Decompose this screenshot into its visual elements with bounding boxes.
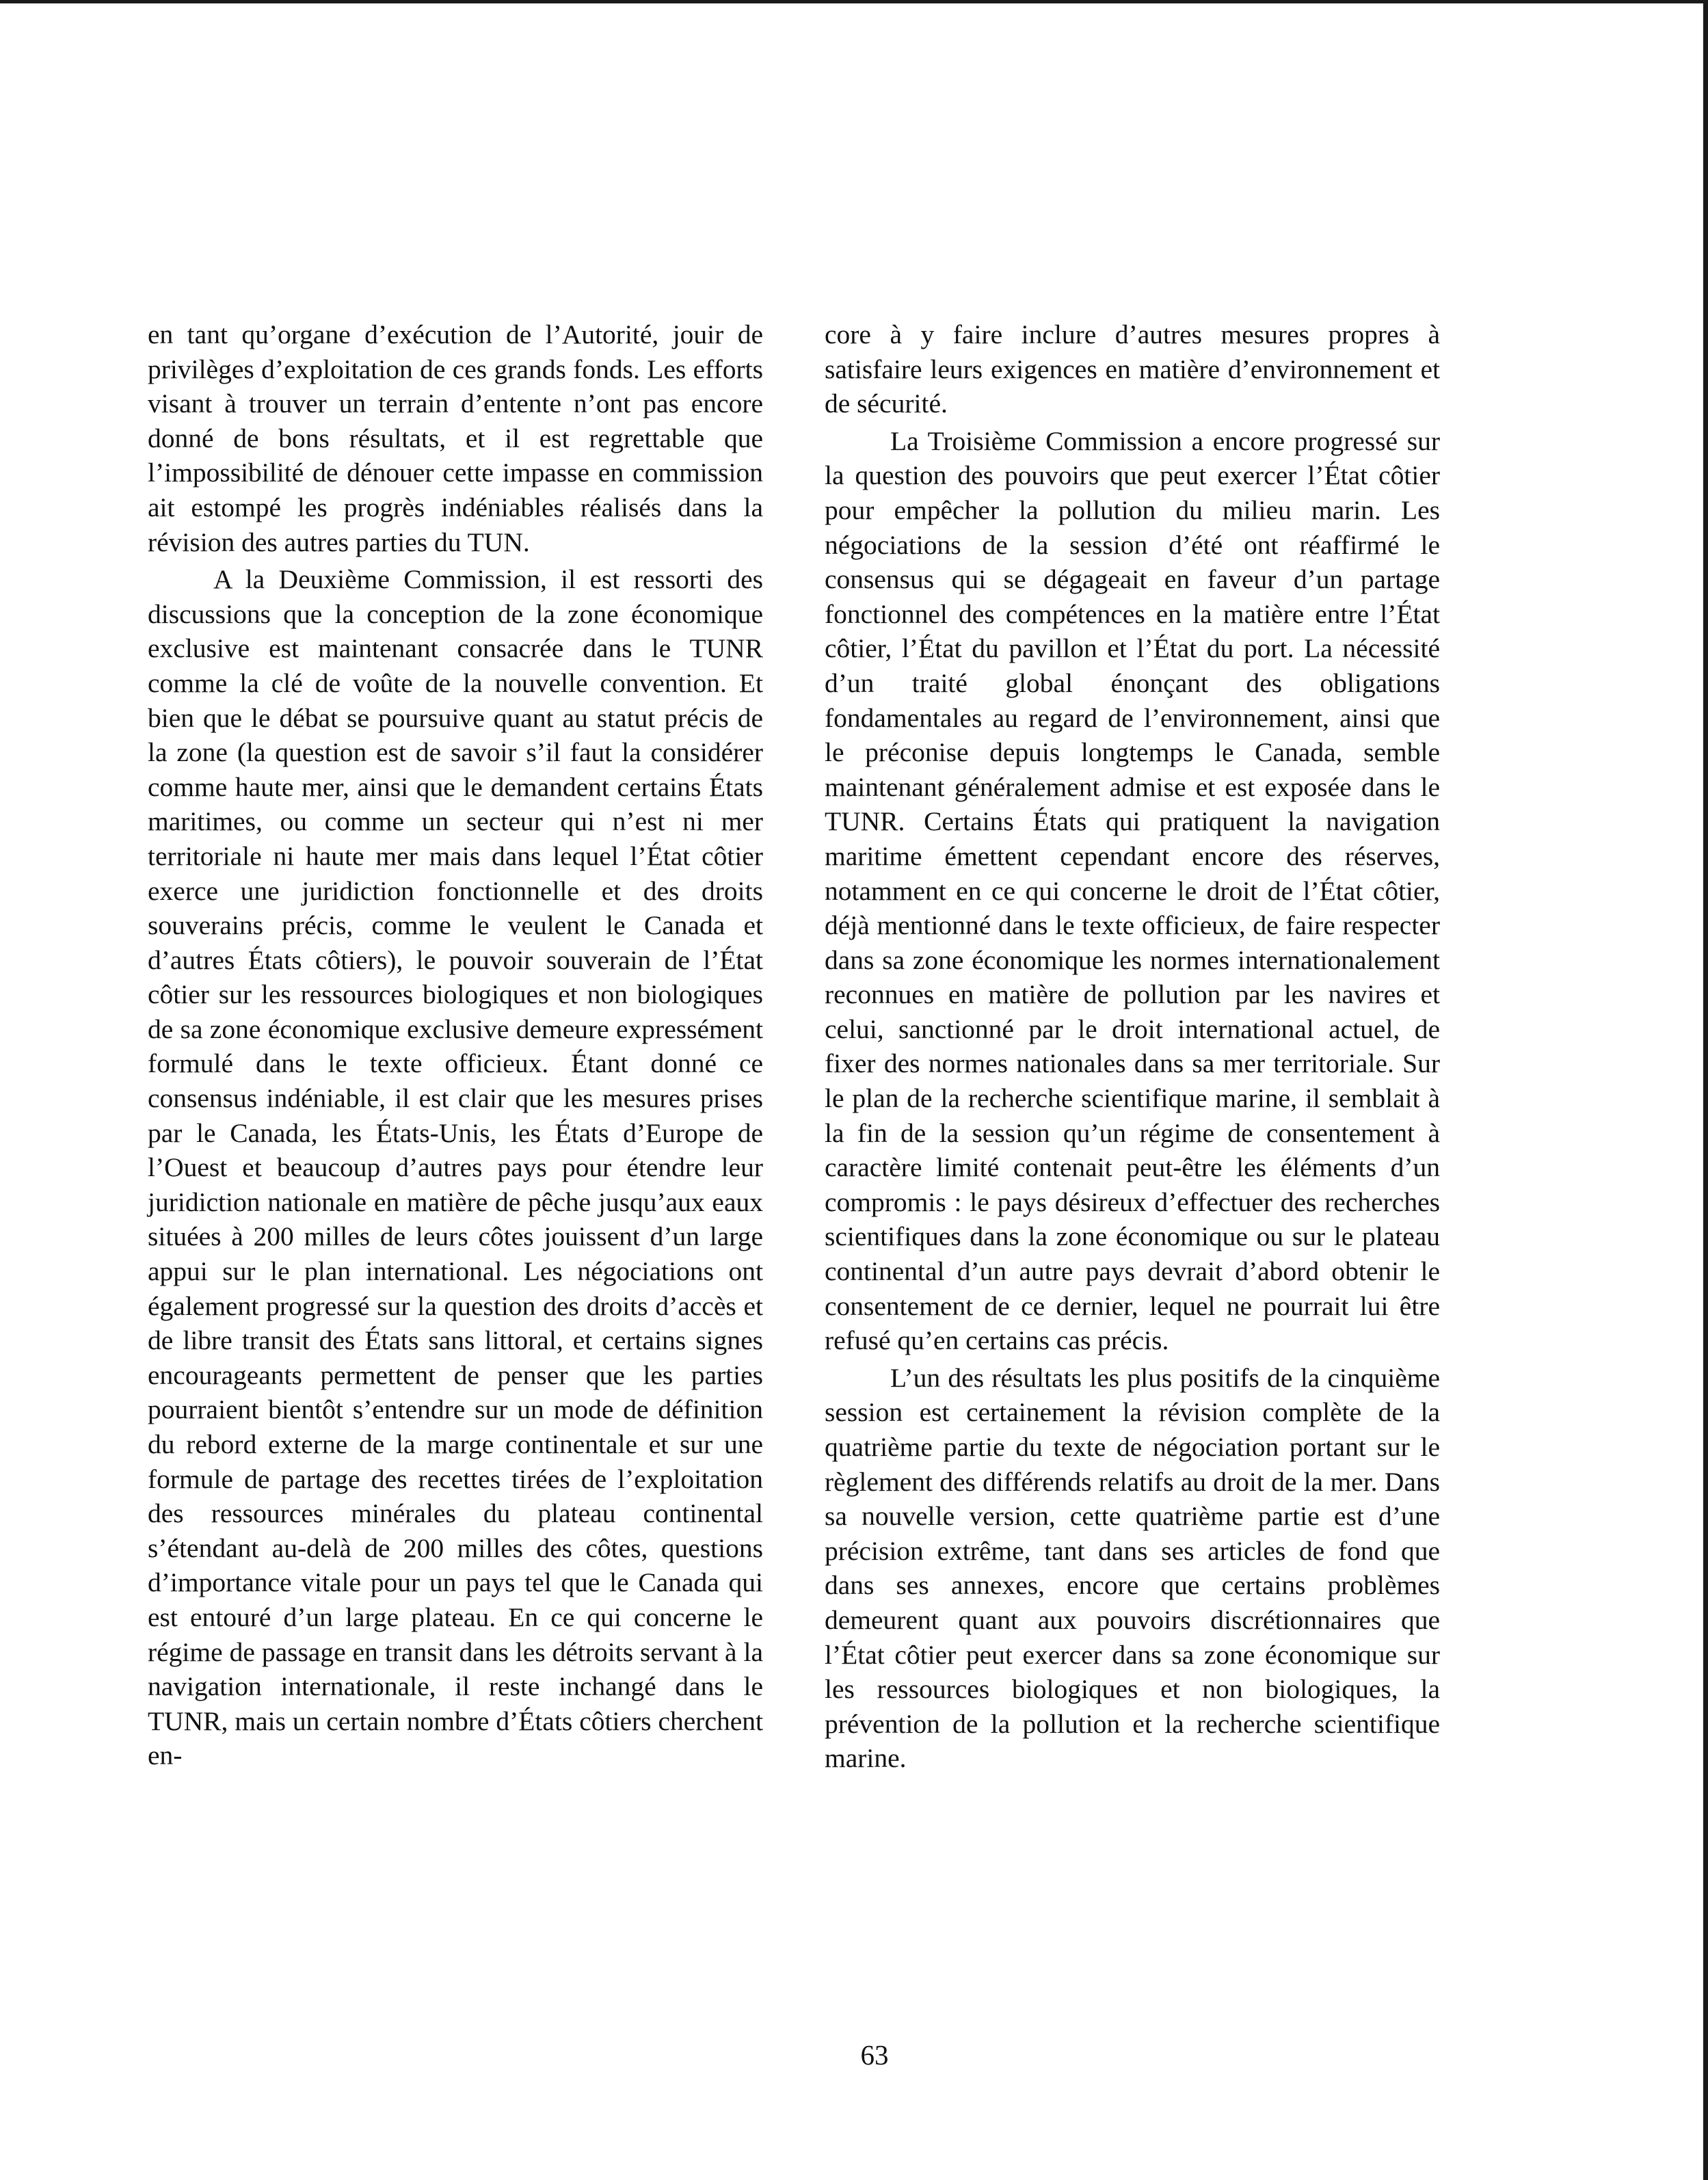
- paragraph: en tant qu’organe d’exécution de l’Autorité, jouir de privilèges d’exploitation de ces grands fonds. Les efforts visant à trouver un terrain d’entente n’ont pas encore donné de bons résultats, et il est regrettable que l’impossibilité de dénouer cette impasse en commission ait estompé les progrès indéniables réalisés dans la révision des autres parties du TUN.: [148, 319, 763, 557]
- paragraph: core à y faire inclure d’autres mesures propres à satisfaire leurs exigences en matière d’environnement et de sécurité.: [825, 319, 1440, 419]
- left-column: [148, 317, 763, 1776]
- page-number: 63: [860, 2039, 889, 2071]
- paragraph: La Troisième Commission a encore progressé sur la question des pouvoirs que peut exercer l’État côtier pour empêcher la pollution du milieu marin. Les négociations de la session d’été ont réaffirmé le consensus qui se dégageait en faveur d’un partage fonctionnel des compétences en la matière entre l’État côtier, l’État du pavillon et l’État du port. La nécessité d’un traité global énonçant des obligations fondamentales au regard de l’environnement, ainsi que le préconise depuis longtemps le Canada, semble maintenant généralement admise et est exposée dans le TUNR. Certains États qui pratiquent la navigation maritime émettent cependant encore des réserves, notamment en ce qui concerne le droit de l’État côtier, déjà mentionné dans le texte officieux, de faire respecter dans sa zone économique les normes internationalement reconnues en matière de pollution par les navires et celui, sanctionné par le droit international actuel, de fixer des normes nationales dans sa mer territoriale. Sur le plan de la recherche scientifique marine, il semblait à la fin de la session qu’un régime de consentement à caractère limité contenait peut-être les éléments d’un compromis : le pays désireux d’effectuer des recherches scientifiques dans la zone économique ou sur le plateau continental d’un autre pays devrait d’abord obtenir le consentement de ce dernier, lequel ne pourrait lui être refusé qu’en certains cas précis.: [825, 425, 1440, 1356]
- scan-border-right: [1703, 0, 1708, 2180]
- paragraph: A la Deuxième Commission, il est ressorti des discussions que la conception de la zone économique exclusive est maintenant consacrée dans le TUNR comme la clé de voûte de la nouvelle convention. Et bien que le débat se poursuive quant au statut précis de la zone (la question est de savoir s’il faut la considérer comme haute mer, ainsi que le demandent certains États maritimes, ou comme un secteur qui n’est ni mer territoriale ni haute mer mais dans lequel l’État côtier exerce une juridiction fonctionnelle et des droits souverains précis, comme le veulent le Canada et d’autres États côtiers), le pouvoir souverain de l’État côtier sur les ressources biologiques et non biologiques de sa zone économique exclusive demeure expressément formulé dans le texte officieux. Étant donné ce consensus indéniable, il est clair que les mesures prises par le Canada, les États-Unis, les États d’Europe de l’Ouest et beaucoup d’autres pays pour étendre leur juridiction nationale en matière de pêche jusqu’aux eaux situées à 200 milles de leurs côtes jouissent d’un large appui sur le plan international. Les négociations ont également progressé sur la question des droits d’accès et de libre transit des États sans littoral, et certains signes encourageants permettent de penser que les parties pourraient bientôt s’entendre sur un mode de définition du rebord externe de la marge continentale et sur une formule de partage des recettes tirées de l’exploitation des ressources minérales du plateau continental s’étendant au-delà de 200 milles des côtes, questions d’importance vitale pour un pays tel que le Canada qui est entouré d’un large plateau. En ce qui concerne le régime de passage en transit dans les détroits servant à la navigation internationale, il reste inchangé dans le TUNR, mais un certain nombre d’États côtiers cherchent en-: [148, 564, 763, 1771]
- right-column: [825, 317, 1440, 1779]
- paragraph: L’un des résultats les plus positifs de la cinquième session est certainement la révision complète de la quatrième partie du texte de négociation portant sur le règlement des différends relatifs au droit de la mer. Dans sa nouvelle version, cette quatrième partie est d’une précision extrême, tant dans ses articles de fond que dans ses annexes, encore que certains problèmes demeurent quant aux pouvoirs discrétionnaires que l’État côtier peut exercer dans sa zone économique sur les ressources biologiques et non biologiques, la prévention de la pollution et la recherche scientifique marine.: [825, 1362, 1440, 1774]
- scan-border-top: [0, 0, 1708, 3]
